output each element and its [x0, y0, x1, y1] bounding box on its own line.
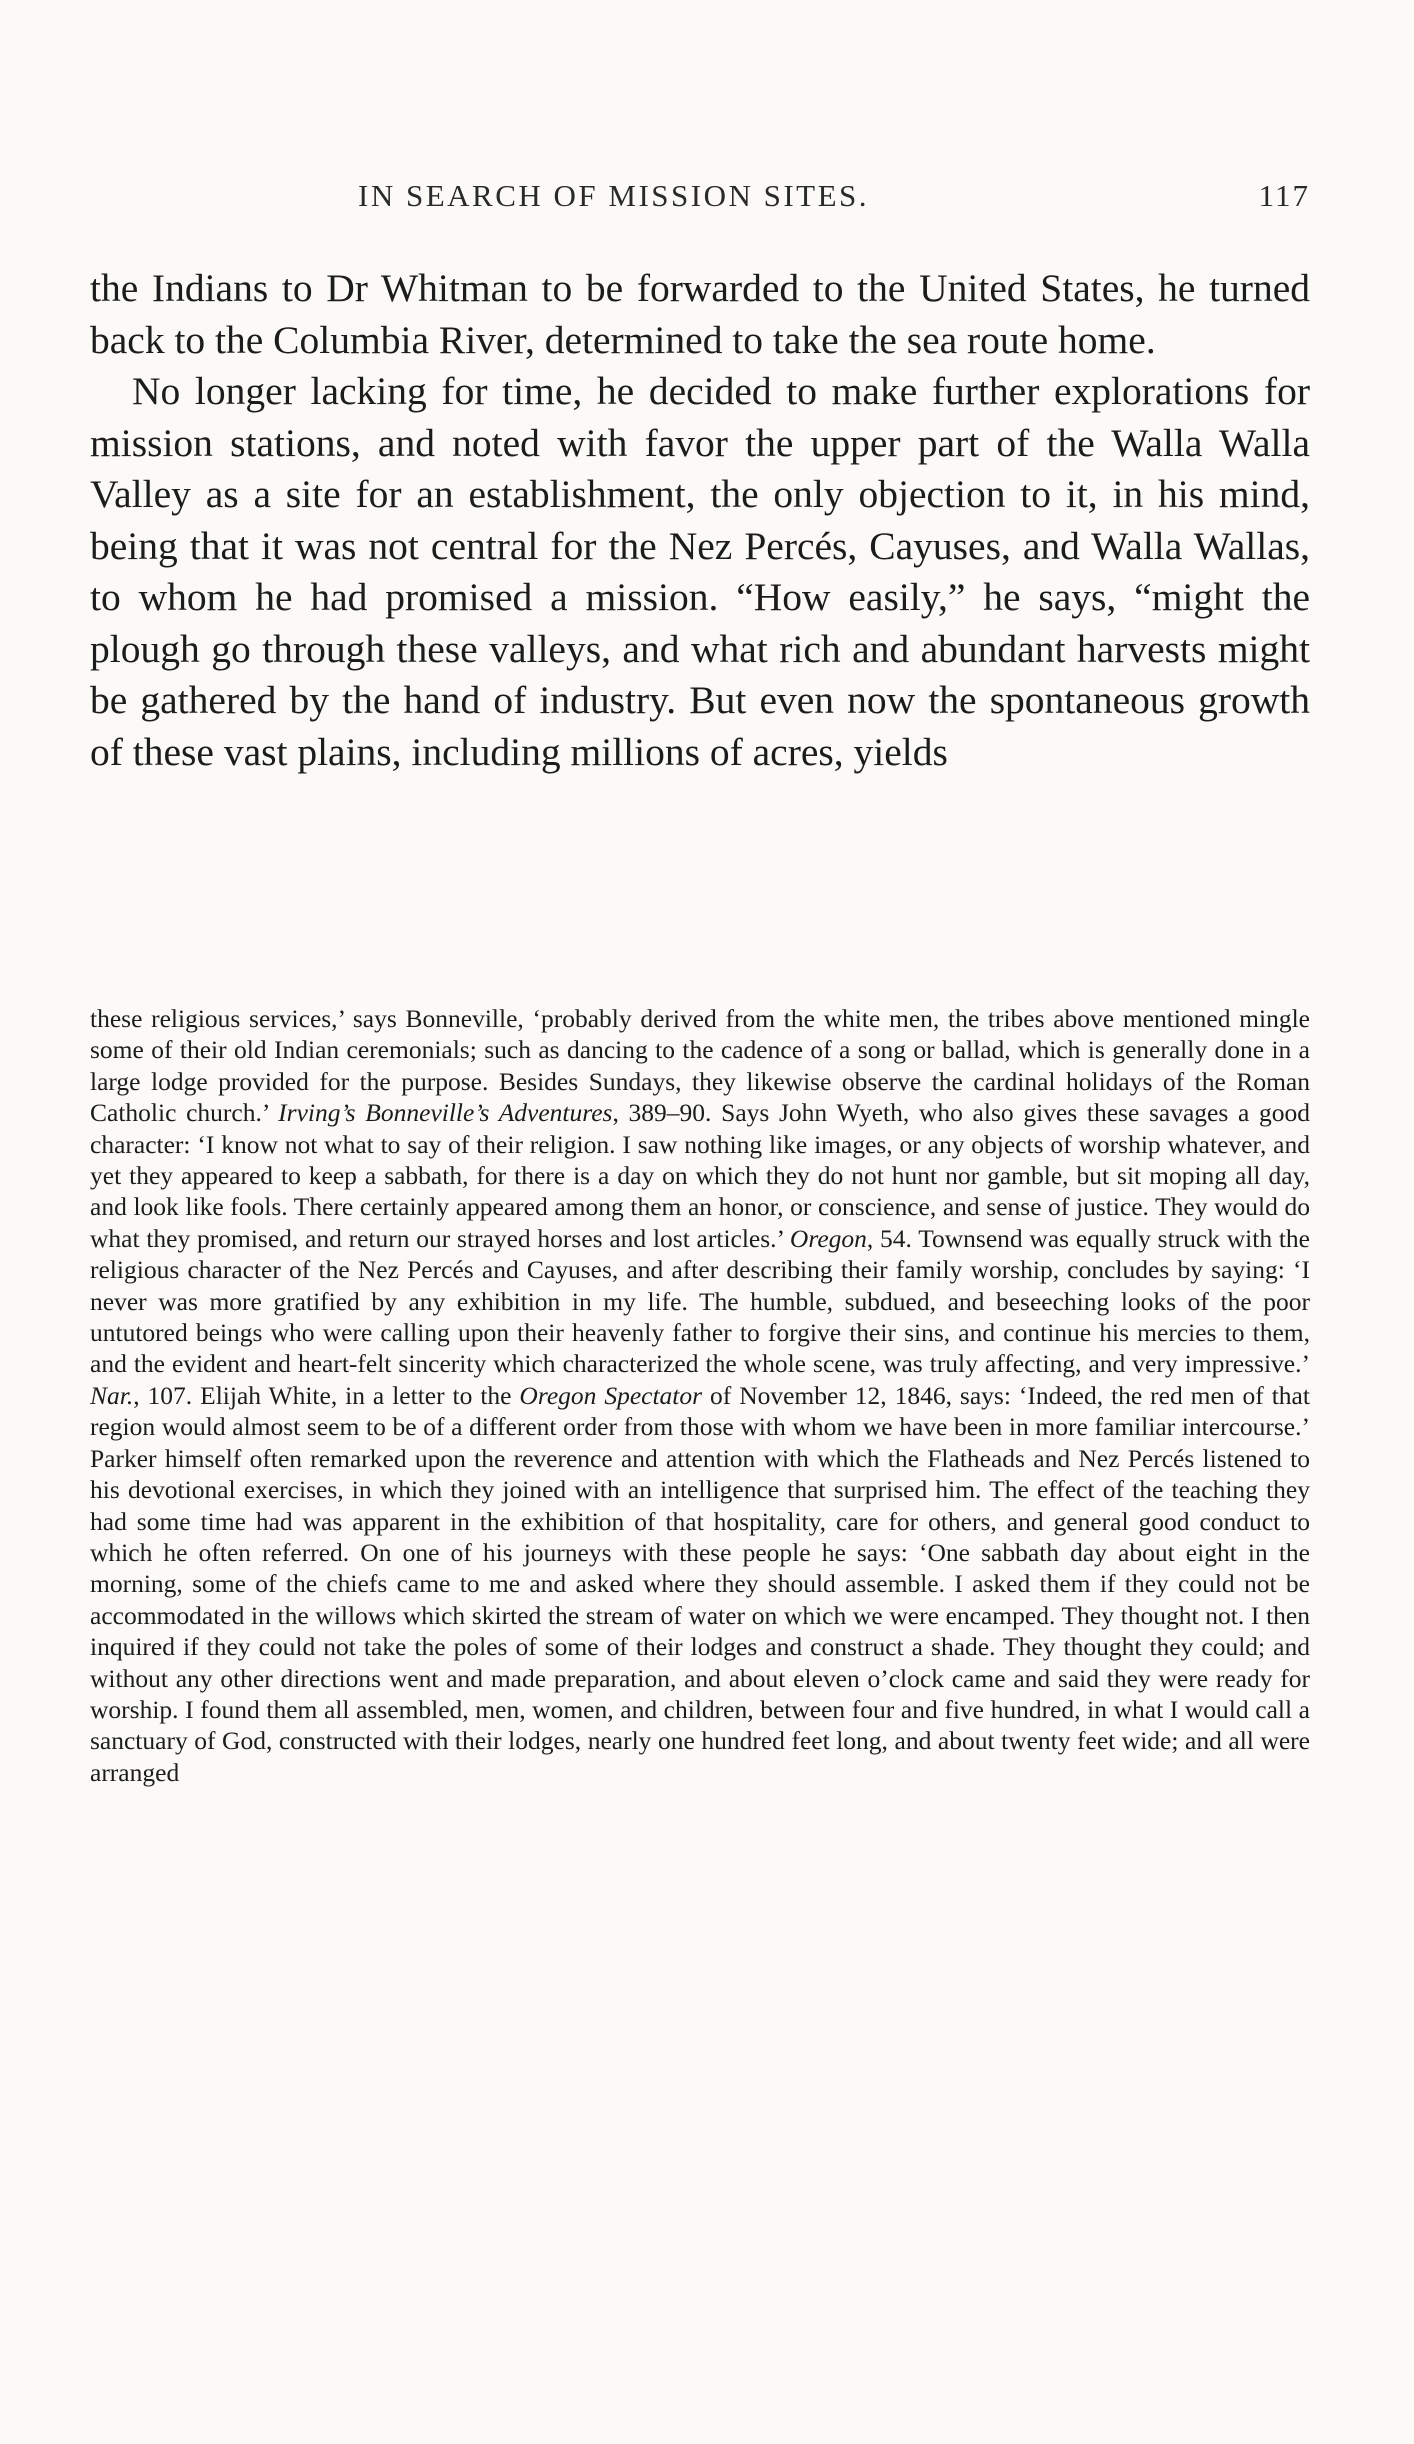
- footnote-citation-2: Oregon: [789, 1223, 867, 1253]
- page-header: [90, 178, 1310, 218]
- page-number: 117: [1258, 178, 1310, 213]
- main-text: [90, 263, 1310, 778]
- footnote-text-3: , 54. Townsend was equally struck with the religious character of the Nez Percés and Cayuses, and after describing their family worship, concludes by saying: ‘I never was more gratified by any exhibition in my life. The humble, subdued, and beseeching looks of the poor untutored beings who were calling upon their heavenly father to forgive their sins, and continue his mercies to them, and the evident and heart-felt sincerity which characterized the whole scene, was truly affecting, and very impressive.’: [90, 1223, 1311, 1379]
- footnote-text-4: , 107. Elijah White, in a letter to the: [133, 1380, 520, 1410]
- footnote-text-2: , 389–90. Says John Wyeth, who also gives these savages a good character: ‘I know not what to say of their religion. I saw nothing like images, or any objects of worship whatever, and yet they appeared to keep a sabbath, for there is a day on which they do not hunt nor gamble, but sit moping all day, and look like fools. There certainly appeared among them an honor, or conscience, and sense of justice. They would do what they promised, and return our strayed horses and lost articles.’: [90, 1098, 1310, 1253]
- footnote: [90, 1003, 1310, 1788]
- footnote-citation-4: Oregon Spectator: [519, 1380, 703, 1410]
- main-paragraph-2: No longer lacking for time, he decided to make further explorations for mission stations, and noted with favor the upper part of the Walla Walla Valley as a site for an establishment, the only objection to it, in his mind, being that it was not central for the Nez Percés, Cayuses, and Walla Wallas, to whom he had promised a mission. “How easily,” he says, “might the plough go through these valleys, and what rich and abundant harvests might be gathered by the hand of industry. But even now the spontaneous growth of these vast plains, including millions of acres, yields: [90, 369, 1310, 774]
- footnote-text-1: these religious services,’ says Bonneville, ‘probably derived from the white men, the tribes above mentioned mingle some of their old Indian ceremonials; such as dancing to the cadence of a song or ballad, which is generally done in a large lodge provided for the purpose. Besides Sundays, they likewise observe the cardinal holidays of the Roman Catholic church.’: [90, 1004, 1310, 1128]
- footnote-paragraph: [90, 1003, 1310, 1788]
- footnote-text-5: of November 12, 1846, says: ‘Indeed, the red men of that region would almost seem to be of a different order from those with whom we have been in more familiar intercourse.’ Parker himself often remarked upon the reverence and attention with which the Flatheads and Nez Percés listened to his devotional exercises, in which they joined with an intelligence that surprised him. The effect of the teaching they had some time had was apparent in the exhibition of that hospitality, care for others, and general good conduct to which he often referred. On one of his journeys with these people he says: ‘One sabbath day about eight in the morning, some of the chiefs came to me and asked where they should assemble. I asked them if they could not be accommodated in the willows which skirted the stream of water on which we were encamped. They thought not. I then inquired if they could not take the poles of some of their lodges and construct a shade. They thought they could; and without any other directions went and made preparation, and about eleven o’clock came and said they were ready for worship. I found them all assembled, men, women, and children, between four and five hundred, in what I would call a sanctuary of God, constructed with their lodges, nearly one hundred feet long, and about twenty feet wide; and all were arranged: [90, 1380, 1310, 1787]
- main-paragraph-1: the Indians to Dr Whitman to be forwarded to the United States, he turned back to the Columbia River, determined to take the sea route home.: [90, 266, 1310, 362]
- footnote-citation-1: Irving’s Bonneville’s Adventures: [278, 1098, 613, 1128]
- footnote-citation-3: Nar.: [90, 1380, 134, 1410]
- running-head: IN SEARCH OF MISSION SITES.: [358, 178, 870, 213]
